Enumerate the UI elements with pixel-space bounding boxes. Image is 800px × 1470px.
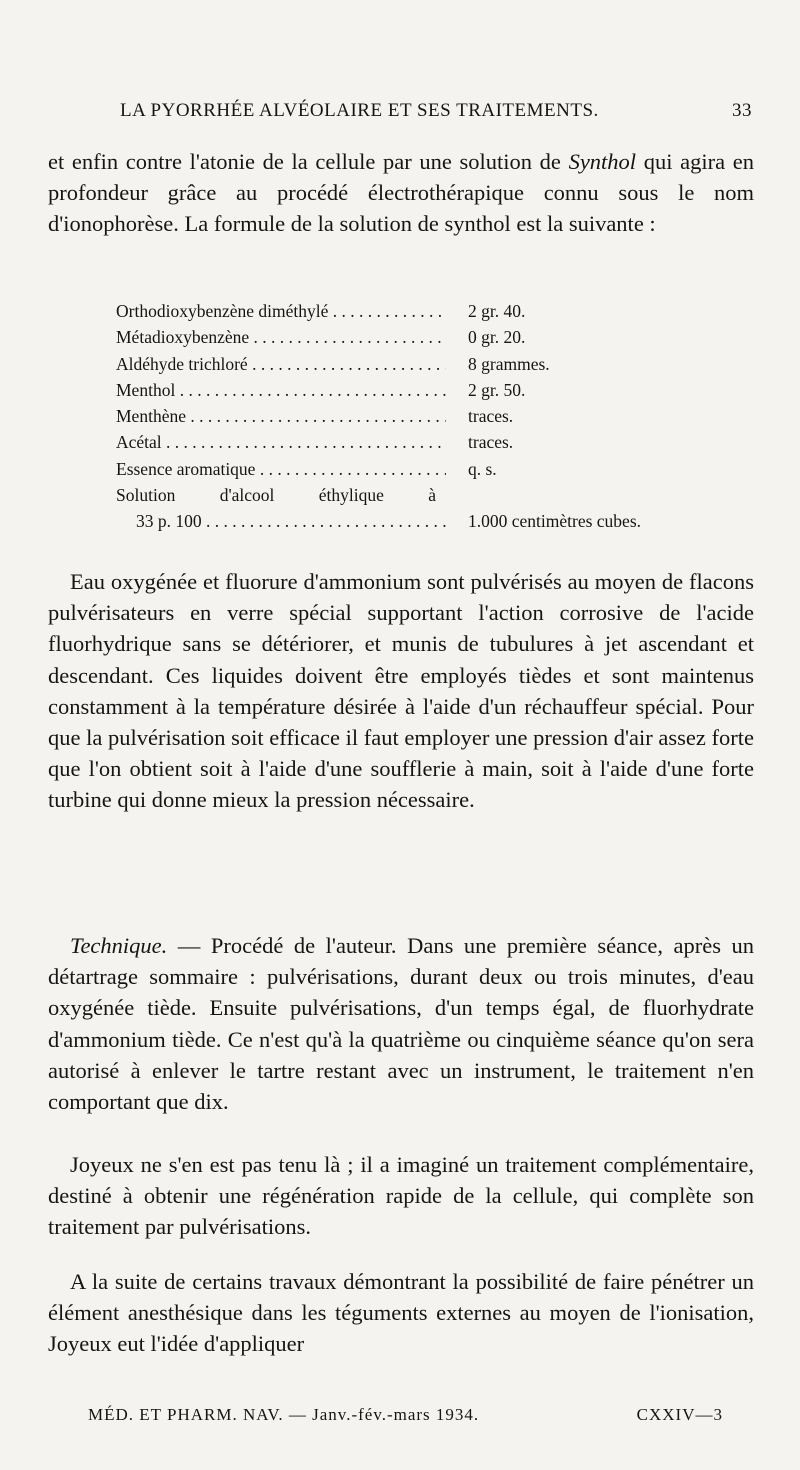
formula-row [116,298,736,324]
paragraph-intro [48,146,754,240]
paragraph-ionisation: A la suite de certains travaux démontrant la possibilité de faire pénétrer un élément anesthésique dans les téguments externes au moyen de l'ionisation, Joyeux eut l'idée d'appliquer [48,1269,754,1357]
formula-quantity: 2 gr. 50. [468,379,526,400]
formula-quantity: 1.000 centimètres cubes. [468,511,642,532]
paragraph-intro-text: et enfin contre l'atonie de la cellule par une solution de [48,149,569,174]
formula-row [116,429,736,455]
synthol-formula [116,298,736,535]
paragraph-joyeux: Joyeux ne s'en est pas tenu là ; il a imaginé un traitement complémentaire, destiné à obtenir une régénération rapide de la cellule, qui complète son traitement par pulvérisations. [48,1152,754,1240]
formula-quantity: 2 gr. 40. [468,301,526,321]
formula-quantity: 8 grammes. [468,353,550,374]
synthol-term: Synthol [568,149,637,174]
paragraph-technique-text: — Procédé de l'auteur. Dans une première séance, après un détartrage sommaire : pulvérisations, durant deux ou trois minutes, d'eau oxygénée tiède. Ensuite pulvérisations, d'un temps égal, de fluorhydrate d'ammonium tiède. Ce n'est qu'à la quatrième ou cinquième séance qu'on sera autorisé à enlever le tartre restant avec un instrument, le traitement n'en comportant que dix. [48,933,754,1115]
formula-ingredient: Menthol . . . [116,377,446,403]
page-number: 33 [732,100,752,121]
formula-ingredient: Orthodioxybenzène diméthylé . . . [116,298,446,324]
formula-quantity: traces. [468,432,514,453]
technique-heading: Technique. [70,933,168,958]
formula-row [116,324,736,350]
formula-quantity: traces. [468,406,514,427]
formula-ingredient: Essence aromatique . . . [116,456,446,482]
paragraph-technique [48,930,754,1117]
formula-quantity: q. s. [468,458,497,479]
page-header [120,100,752,130]
formula-ingredient: 33 p. 100 . . . [136,508,446,534]
formula-row [116,377,736,403]
formula-row [116,508,736,534]
signature-mark: CXXIV—3 [636,1405,723,1424]
formula-ingredient: Aldéhyde trichloré . . . [116,351,446,377]
formula-row [116,403,736,429]
paragraph-spray: Eau oxygénée et fluorure d'ammonium sont pulvérisés au moyen de flacons pulvérisateurs en verre spécial supportant l'action corrosive de l'acide fluorhydrique sans se détériorer, et munis de tubulures à jet ascendant et descendant. Ces liquides doivent être employés tièdes et sont maintenus constamment à la température désirée à l'aide d'un réchauffeur spécial. Pour que la pulvérisation soit efficace il faut employer une pression d'air assez forte que l'on obtient soit à l'aide d'une soufflerie à main, soit à l'aide d'une forte turbine qui donne mieux la pression nécessaire. [48,569,754,813]
paragraph-intro-text-cont: qui agira en profondeur grâce au procédé électrothérapique connu sous le nom d'ionophorèse. La formule de la solution de synthol est la suivante : [48,149,754,237]
formula-row [116,351,736,377]
formula-ingredient: Métadioxybenzène . . . [116,324,446,350]
formula-ingredient: Solution d'alcool éthylique à [116,485,436,506]
formula-row [116,482,736,508]
running-title: LA PYORRHÉE ALVÉOLAIRE ET SES TRAITEMENTS. [120,100,599,121]
formula-row [116,456,736,482]
formula-ingredient: Acétal . . . [116,429,446,455]
journal-reference: MÉD. ET PHARM. NAV. — Janv.-fév.-mars 1934. [88,1405,480,1424]
formula-quantity: 0 gr. 20. [468,327,526,348]
page-footer [88,1405,723,1431]
formula-ingredient: Menthène . . . [116,403,446,429]
